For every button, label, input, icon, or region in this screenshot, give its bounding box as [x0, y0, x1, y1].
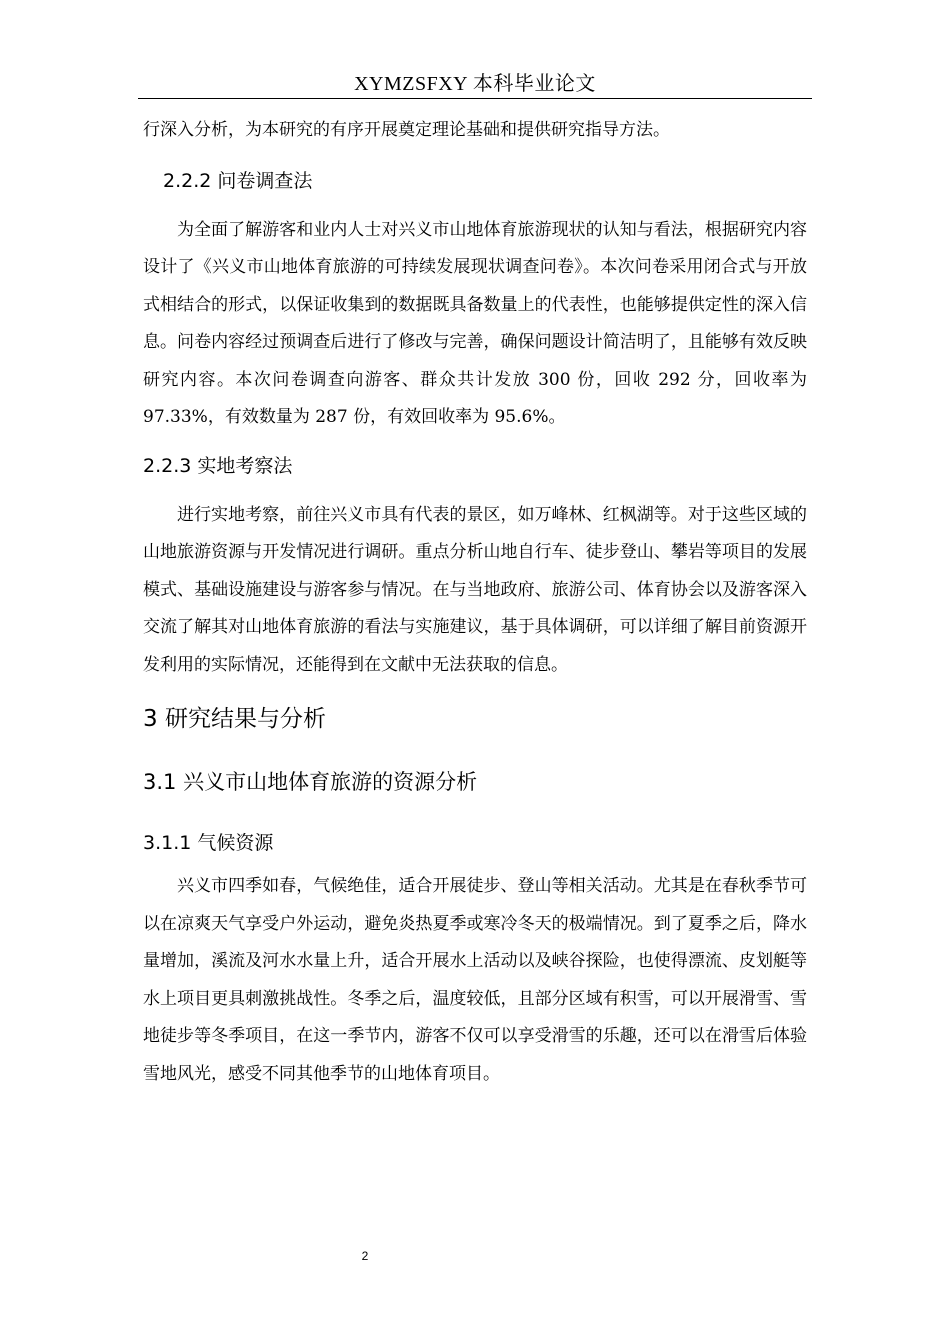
chapter-heading-3: 3 研究结果与分析: [143, 706, 326, 732]
page-number: 2: [361, 1249, 369, 1263]
paragraph-climate-resources: 兴义市四季如春，气候绝佳，适合开展徒步、登山等相关活动。尤其是在春秋季节可以在凉爽天气享受户外运动，避免炎热夏季或寒冷冬天的极端情况。到了夏季之后，降水量增加，溪流及河水水量上升，适合开展水上活动以及峡谷探险，也使得漂流、皮划艇等水上项目更具刺激挑战性。冬季之后，温度较低，且部分区域有积雪，可以开展滑雪、雪地徒步等冬季项目，在这一季节内，游客不仅可以享受滑雪的乐趣，还可以在滑雪后体验雪地风光，感受不同其他季节的山地体育项目。: [143, 876, 807, 1084]
section-heading-3-1-1: 3.1.1 气候资源: [143, 832, 274, 854]
section-heading-2-2-2: 2.2.2 问卷调查法: [163, 169, 313, 192]
continuation-paragraph: 行深入分析，为本研究的有序开展奠定理论基础和提供研究指导方法。: [143, 120, 670, 140]
running-header-title: XYMZSFXY 本科毕业论文: [354, 73, 596, 95]
section-heading-3-1: 3.1 兴义市山地体育旅游的资源分析: [143, 770, 478, 794]
paragraph-field-survey-method: 进行实地考察，前往兴义市具有代表的景区，如万峰林、红枫湖等。对于这些区域的山地旅游资源与开发情况进行调研。重点分析山地自行车、徒步登山、攀岩等项目的发展模式、基础设施建设与游客参与情况。在与当地政府、旅游公司、体育协会以及游客深入交流了解其对山地体育旅游的看法与实施建议，基于具体调研，可以详细了解目前资源开发利用的实际情况，还能得到在文献中无法获取的信息。: [143, 504, 807, 675]
page-content: [143, 112, 807, 1093]
section-heading-2-2-3: 2.2.3 实地考察法: [143, 454, 293, 477]
paragraph-questionnaire-method: 为全面了解游客和业内人士对兴义市山地体育旅游现状的认知与看法，根据研究内容设计了《兴义市山地体育旅游的可持续发展现状调查问卷》。本次问卷采用闭合式与开放式相结合的形式，以保证收集到的数据既具备数量上的代表性，也能够提供定性的深入信息。问卷内容经过预调查后进行了修改与完善，确保问题设计简洁明了，且能够有效反映研究内容。本次问卷调查向游客、群众共计发放 300 份，回收 292 分，回收率为 97.33%，有效数量为 287 份，有效回收率为 95.6%。: [143, 219, 807, 427]
header-divider: [138, 98, 812, 99]
